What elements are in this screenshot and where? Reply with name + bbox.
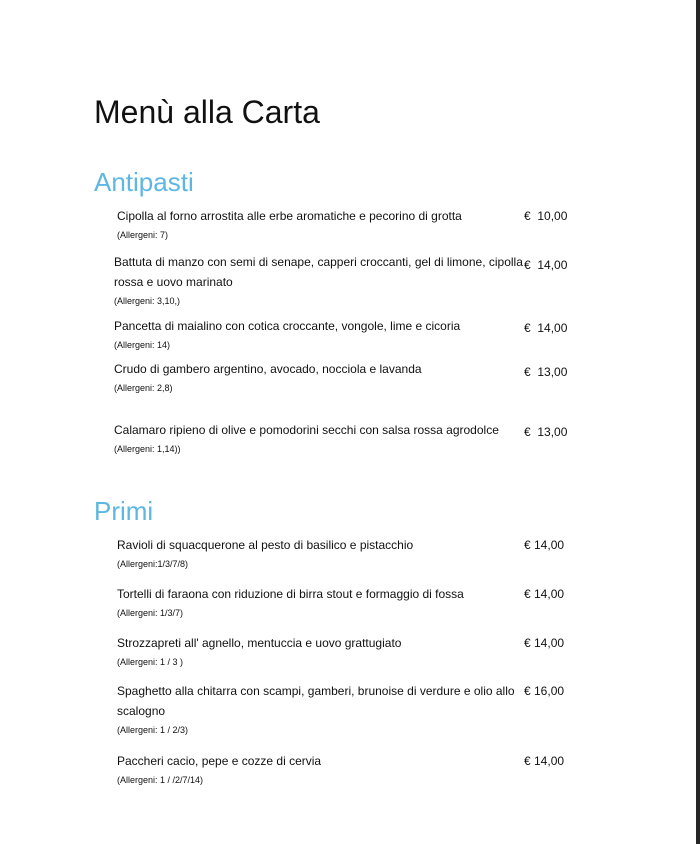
menu-item [117,681,517,736]
item-price: € 14,00 [524,636,565,650]
item-price: € 10,00 [524,209,568,223]
item-allergens: (Allergeni: 1 / 2/3) [117,725,189,735]
item-allergens: (Allergeni: 7) [117,230,169,240]
item-name: Calamaro ripieno di olive e pomodorini secchi con salsa rossa agrodolce [114,423,499,437]
menu-item [114,359,534,394]
item-name: Paccheri cacio, pepe e cozze di cervia [117,754,322,768]
menu-item [114,420,534,455]
menu-item [114,252,534,307]
item-name: Tortelli di faraona con riduzione di birra stout e formaggio di fossa [117,587,464,601]
item-price: € 14,00 [524,538,565,552]
item-allergens: (Allergeni: 1,14)) [114,444,181,454]
item-allergens: (Allergeni: 1 / /2/7/14) [117,775,204,785]
item-name: Pancetta di maialino con cotica croccante, vongole, lime e cicoria [114,319,461,333]
item-name: Spaghetto alla chitarra con scampi, gamberi, brunoise di verdure e olio allo scalogno [117,684,515,718]
item-price: € 14,00 [524,587,565,601]
item-price: € 16,00 [524,684,565,698]
section-heading-antipasti: Antipasti [94,167,194,197]
item-name: Battuta di manzo con semi di senape, capperi croccanti, gel di limone, cipolla rossa e uovo marinato [114,255,523,289]
item-price: € 14,00 [524,258,568,272]
item-allergens: (Allergeni: 14) [114,340,171,350]
item-allergens: (Allergeni: 1 / 3 ) [117,657,184,667]
item-price: € 13,00 [524,425,568,439]
item-allergens: (Allergeni: 1/3/7) [117,608,184,618]
item-price: € 13,00 [524,365,568,379]
menu-item [114,316,534,351]
menu-item [117,535,537,570]
menu-item [117,584,537,619]
section-heading-primi: Primi [94,496,154,526]
item-name: Crudo di gambero argentino, avocado, nocciola e lavanda [114,362,422,376]
menu-item [117,633,537,668]
item-name: Strozzapreti all' agnello, mentuccia e uovo grattugiato [117,636,402,650]
item-price: € 14,00 [524,754,565,768]
window-edge [696,0,700,844]
item-name: Ravioli di squacquerone al pesto di basilico e pistacchio [117,538,414,552]
item-name: Cipolla al forno arrostita alle erbe aromatiche e pecorino di grotta [117,209,462,223]
item-allergens: (Allergeni: 3,10,) [114,296,181,306]
menu-item [117,751,537,786]
item-allergens: (Allergeni: 2,8) [114,383,173,393]
page-title: Menù alla Carta [94,94,320,130]
item-allergens: (Allergeni:1/3/7/8) [117,559,189,569]
menu-item [117,206,537,241]
item-price: € 14,00 [524,321,568,335]
